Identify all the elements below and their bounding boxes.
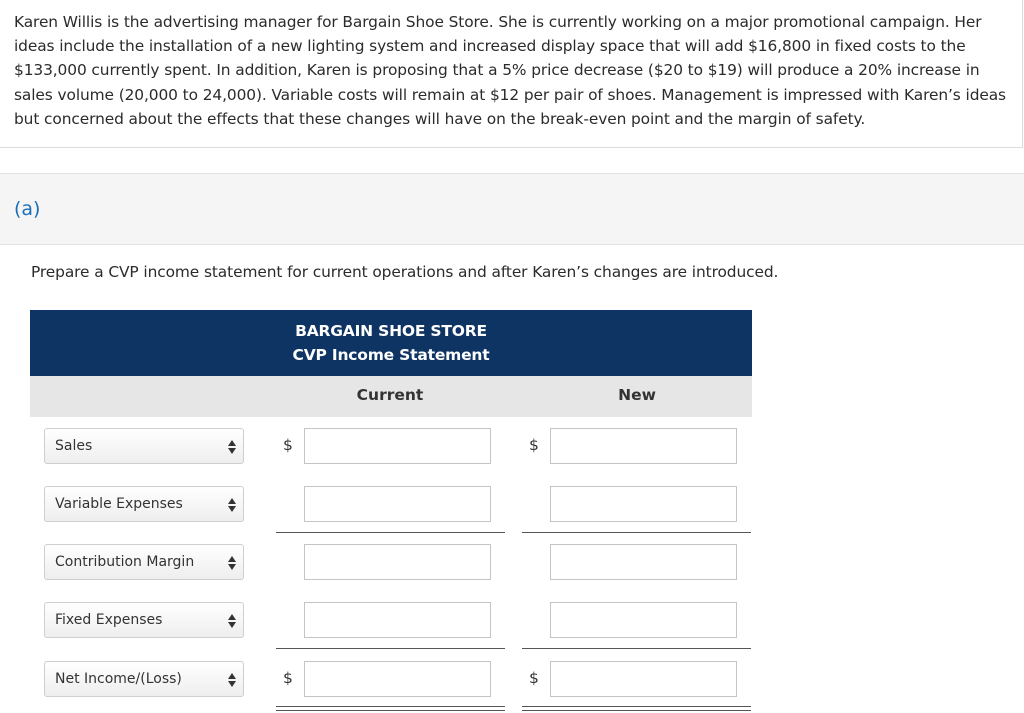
contribution-margin-new-input[interactable] bbox=[550, 544, 737, 580]
contribution-margin-label-select[interactable] bbox=[44, 544, 244, 580]
variable-expenses-label-select[interactable] bbox=[44, 486, 244, 522]
statement-header bbox=[30, 310, 752, 376]
net-income-current-input[interactable] bbox=[304, 661, 491, 697]
company-name: BARGAIN SHOE STORE bbox=[295, 322, 487, 340]
problem-card bbox=[0, 0, 1023, 148]
fixed-expenses-label-select[interactable] bbox=[44, 602, 244, 638]
select-label: Sales bbox=[55, 438, 93, 454]
subtotal-rule bbox=[522, 648, 751, 649]
total-double-rule bbox=[522, 706, 751, 711]
column-header-row bbox=[30, 376, 752, 417]
dollar-sign: $ bbox=[529, 669, 539, 687]
subtotal-rule bbox=[522, 532, 751, 533]
subtotal-rule bbox=[276, 648, 505, 649]
updown-arrows-icon bbox=[228, 496, 236, 514]
updown-arrows-icon bbox=[228, 438, 236, 456]
dollar-sign: $ bbox=[529, 436, 539, 454]
select-label: Contribution Margin bbox=[55, 554, 195, 570]
fixed-expenses-current-input[interactable] bbox=[304, 602, 491, 638]
select-label: Variable Expenses bbox=[55, 496, 183, 512]
statement-title: CVP Income Statement bbox=[292, 346, 490, 364]
select-label: Fixed Expenses bbox=[55, 612, 163, 628]
subtotal-rule bbox=[276, 532, 505, 533]
total-double-rule bbox=[276, 706, 505, 711]
sales-new-input[interactable] bbox=[550, 428, 737, 464]
variable-expenses-current-input[interactable] bbox=[304, 486, 491, 522]
dollar-sign: $ bbox=[283, 436, 293, 454]
select-label: Net Income/(Loss) bbox=[55, 671, 182, 687]
net-income-label-select[interactable] bbox=[44, 661, 244, 697]
column-header-current: Current bbox=[356, 386, 424, 404]
sales-current-input[interactable] bbox=[304, 428, 491, 464]
net-income-new-input[interactable] bbox=[550, 661, 737, 697]
sales-label-select[interactable] bbox=[44, 428, 244, 464]
updown-arrows-icon bbox=[228, 612, 236, 630]
part-label: (a) bbox=[14, 198, 41, 220]
fixed-expenses-new-input[interactable] bbox=[550, 602, 737, 638]
instruction-text: Prepare a CVP income statement for current operations and after Karen’s changes are introduced. bbox=[31, 263, 779, 281]
updown-arrows-icon bbox=[228, 671, 236, 689]
problem-text: Karen Willis is the advertising manager for Bargain Shoe Store. She is currently working on a major promotional campaign. Her ideas include the installation of a new lighting system and increased display space that will add $16,800 in fixed costs to the $133,000 currently spent. In addition, Karen is proposing that a 5% price decrease ($20 to $19) will produce a 20% increase in sales volume (20,000 to 24,000). Variable costs will remain at $12 per pair of shoes. Management is impressed with Karen’s ideas but concerned about the effects that these changes will have on the break-even point and the margin of safety. bbox=[14, 13, 1006, 128]
variable-expenses-new-input[interactable] bbox=[550, 486, 737, 522]
dollar-sign: $ bbox=[283, 669, 293, 687]
contribution-margin-current-input[interactable] bbox=[304, 544, 491, 580]
updown-arrows-icon bbox=[228, 554, 236, 572]
part-header bbox=[0, 173, 1024, 245]
column-header-new: New bbox=[618, 386, 656, 404]
